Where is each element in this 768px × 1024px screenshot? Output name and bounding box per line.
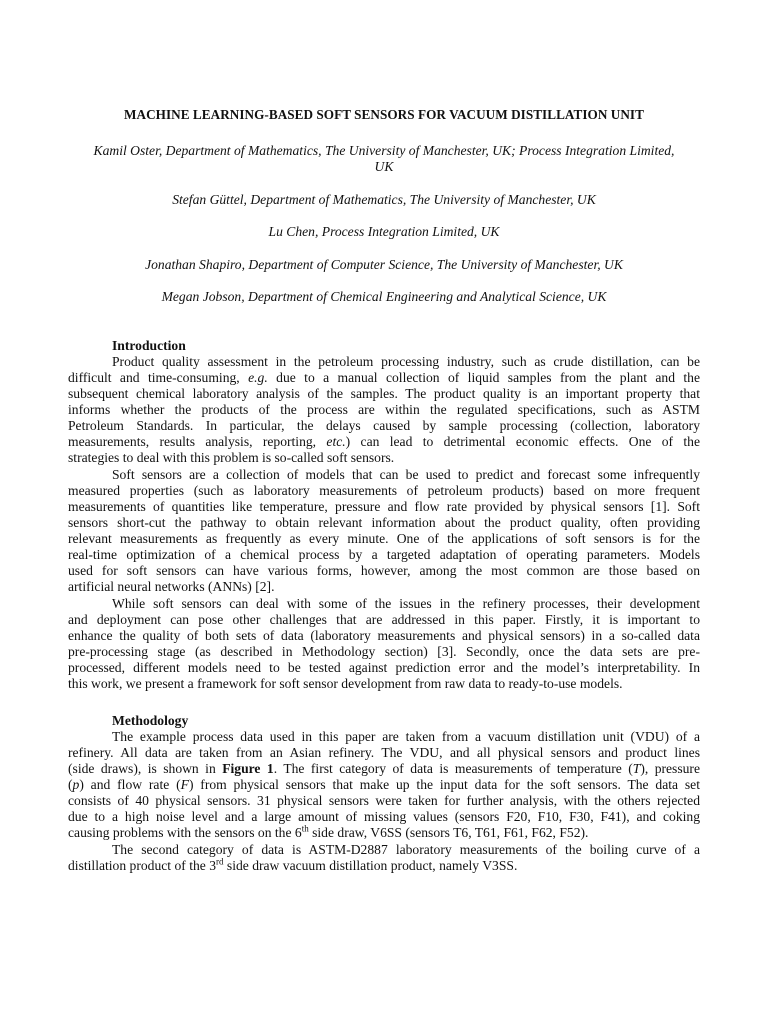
method-line-9: distillation product of the 3rd side draw vacuum distillation product, namely V3SS. <box>68 856 518 873</box>
intro-line-13: real-time optimization of a chemical process by a targeted adaptation of operating parameters. Models <box>68 547 700 562</box>
intro-line-15: artificial neural networks (ANNs) [2]. <box>68 579 275 594</box>
author-5: Megan Jobson, Department of Chemical Engineering and Analytical Science, UK <box>161 289 607 304</box>
intro-line-8: Soft sensors are a collection of models that can be used to predict and forecast some infrequently <box>112 467 700 482</box>
method-line-7: causing problems with the sensors on the 6th side draw, V6SS (sensors T6, T61, F61, F62, F52). <box>68 823 589 840</box>
intro-line-9: measured properties (such as laboratory measurements of petroleum products) based on more frequent <box>68 483 700 498</box>
pressure-symbol: p <box>72 777 80 792</box>
method-line-2: refinery. All data are taken from an Asian refinery. The VDU, and all physical sensors and product lines <box>68 745 700 760</box>
method-line-4: (p) and flow rate (F) from physical sensors that make up the input data for the soft sensors. The data set <box>68 777 700 792</box>
method-line-6: due to a high noise level and a large amount of missing values (sensors F20, F10, F30, F41), and coking <box>68 809 700 824</box>
methodology-heading: Methodology <box>112 713 189 728</box>
introduction-heading: Introduction <box>112 338 186 353</box>
intro-line-19: pre-processing stage (as described in Methodology section) [3]. Secondly, once the data sets are pre- <box>68 644 700 659</box>
intro-line-17: and deployment can pose other challenges that are addressed in this paper. Firstly, it is important to <box>68 612 700 627</box>
intro-line-11: sensors short-cut the pathway to obtain relevant information about the product quality, often providing <box>68 515 700 530</box>
intro-line-10: measurements of quantities like temperature, pressure and flow rate provided by physical sensors [1]. Soft <box>68 499 700 514</box>
method-line-5: consists of 40 physical sensors. 31 physical sensors were taken for further analysis, with the others rejected <box>68 793 700 808</box>
intro-line-4: informs whether the products of the process are within the regulated specifications, such as ASTM <box>68 402 700 417</box>
figure-1-reference: Figure 1 <box>222 761 274 776</box>
intro-line-7: strategies to deal with this problem is so-called soft sensors. <box>68 450 395 465</box>
intro-line-5: Petroleum Standards. In particular, the delays caused by sample processing (collection, laboratory <box>68 418 700 433</box>
intro-line-20: processed, different models need to be tested against prediction error and the model’s interpretability. In <box>68 660 700 675</box>
intro-line-14: used for soft sensors can have various forms, however, among the most common are those based on <box>68 563 700 578</box>
author-1: Kamil Oster, Department of Mathematics, The University of Manchester, UK; Process Integration Limited, UK <box>93 143 675 174</box>
paper-title: MACHINE LEARNING-BASED SOFT SENSORS FOR VACUUM DISTILLATION UNIT <box>124 107 644 122</box>
temperature-symbol: T <box>632 761 641 776</box>
author-4: Jonathan Shapiro, Department of Computer Science, The University of Manchester, UK <box>145 257 623 272</box>
intro-line-12: relevant measurements as frequently as every minute. One of the applications of soft sensors is for the <box>68 531 700 546</box>
superscript-th: th <box>301 823 309 834</box>
method-line-3: (side draws), is shown in Figure 1. The first category of data is measurements of temperature (T), pressure <box>68 761 700 776</box>
intro-line-16: While soft sensors can deal with some of the issues in the refinery processes, their development <box>112 596 700 611</box>
intro-line-6: measurements, results analysis, reporting, etc.) can lead to detrimental economic effects. One of the <box>68 434 700 449</box>
intro-line-3: subsequent chemical laboratory analysis of the samples. The product quality is an important property that <box>68 386 700 401</box>
intro-line-18: enhance the quality of both sets of data (laboratory measurements and physical sensors) in a so-called data <box>68 628 700 643</box>
flow-rate-symbol: F <box>180 777 189 792</box>
intro-line-2: difficult and time-consuming, e.g. due to a manual collection of liquid samples from the plant and the <box>68 370 700 385</box>
intro-line-1: Product quality assessment in the petroleum processing industry, such as crude distillation, can be <box>112 354 700 369</box>
intro-line-21: this work, we present a framework for soft sensor development from raw data to ready-to-use models. <box>68 676 623 691</box>
method-line-8: The second category of data is ASTM-D2887 laboratory measurements of the boiling curve of a <box>112 842 700 857</box>
method-line-1: The example process data used in this paper are taken from a vacuum distillation unit (VDU) of a <box>112 729 700 744</box>
eg-abbrev: e.g. <box>248 370 268 385</box>
superscript-rd: rd <box>216 856 224 867</box>
author-2: Stefan Güttel, Department of Mathematics, The University of Manchester, UK <box>172 192 596 207</box>
etc-abbrev: etc. <box>326 434 346 449</box>
author-3: Lu Chen, Process Integration Limited, UK <box>268 224 500 239</box>
